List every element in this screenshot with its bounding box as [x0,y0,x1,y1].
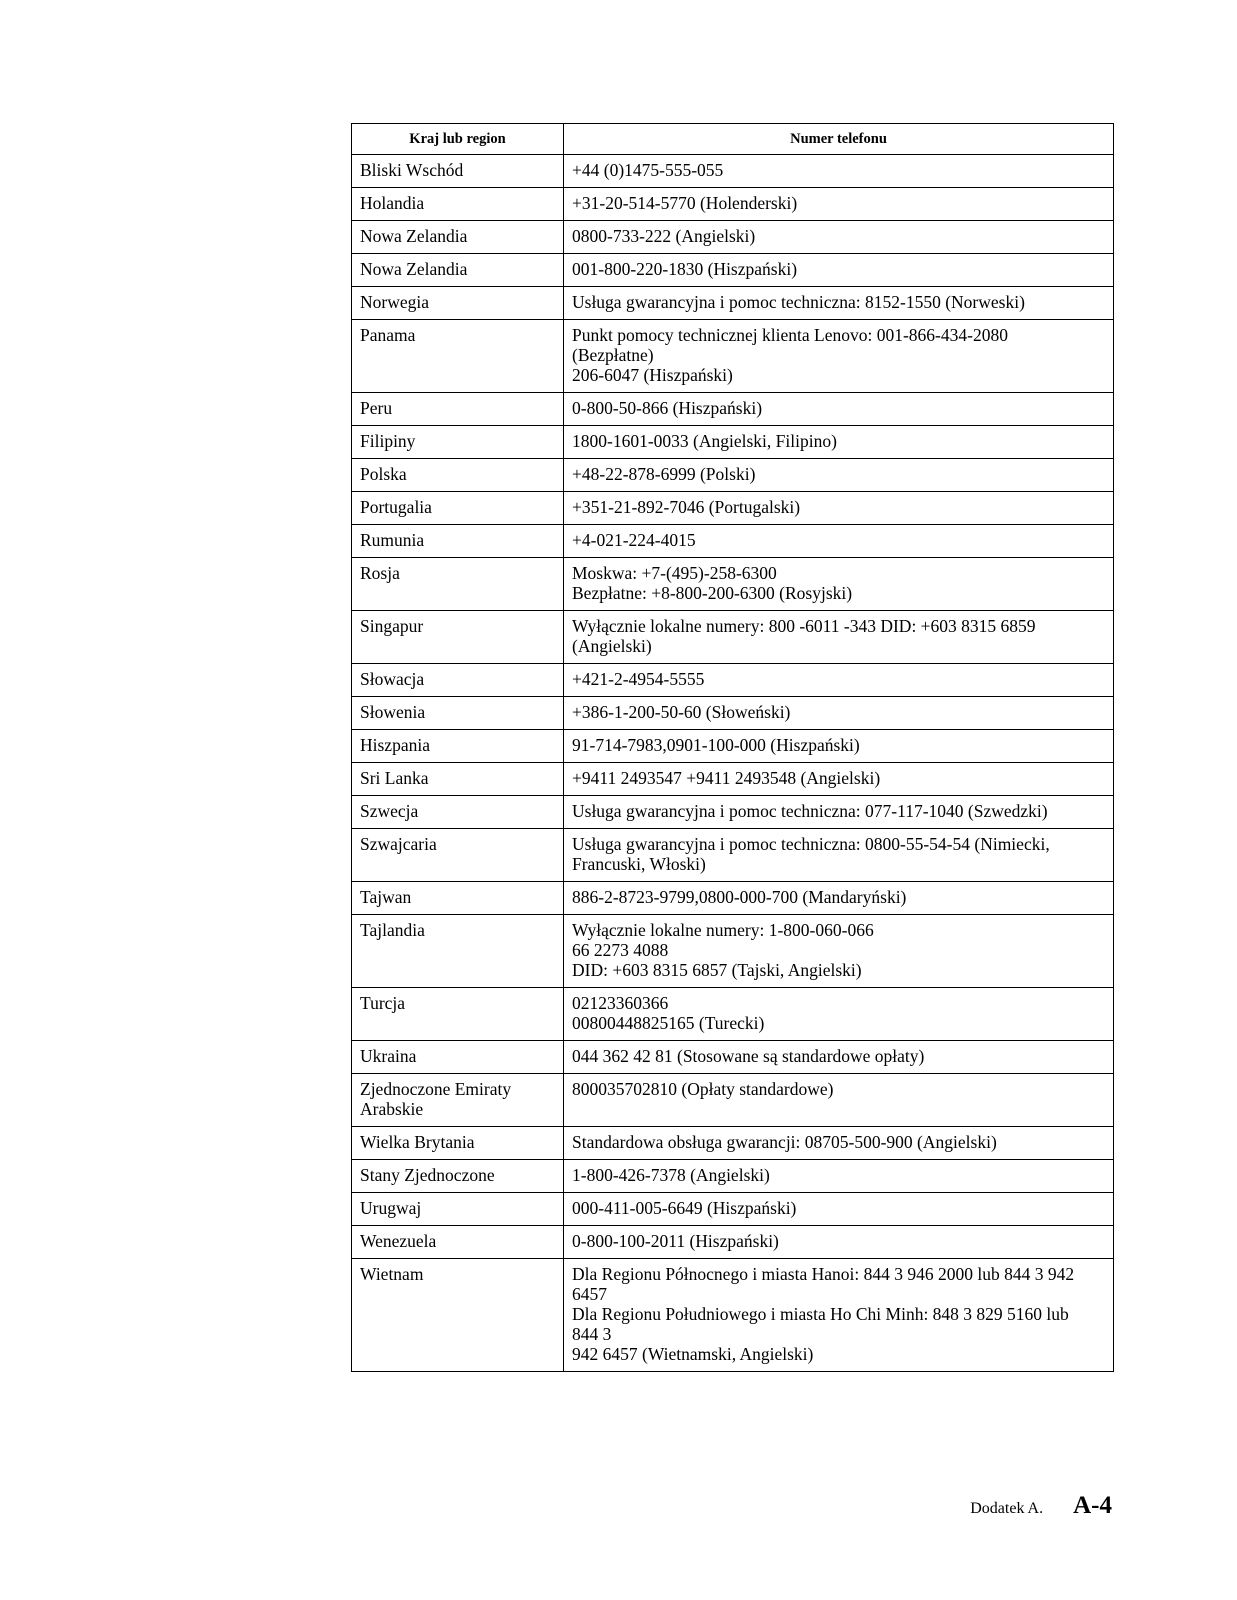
country-cell: Urugwaj [352,1193,564,1226]
country-cell: Peru [352,393,564,426]
table-body [352,155,1114,1372]
country-cell: Słowacja [352,664,564,697]
country-cell: Tajlandia [352,915,564,988]
table-row [352,730,1114,763]
table-row [352,796,1114,829]
table-row [352,664,1114,697]
country-cell: Turcja [352,988,564,1041]
table-row [352,882,1114,915]
phone-cell: 000-411-005-6649 (Hiszpański) [564,1193,1114,1226]
phone-table [351,123,1114,1372]
phone-cell: Dla Regionu Północnego i miasta Hanoi: 844 3 946 2000 lub 844 3 942 6457 Dla Regionu Południowego i miasta Ho Chi Minh: 848 3 829 5160 lub 844 3 942 6457 (Wietnamski, Angielski) [564,1259,1114,1372]
table-row [352,1259,1114,1372]
table-row [352,1041,1114,1074]
header-phone: Numer telefonu [564,124,1114,155]
phone-cell: 800035702810 (Opłaty standardowe) [564,1074,1114,1127]
table-row [352,1127,1114,1160]
country-cell: Norwegia [352,287,564,320]
country-cell: Hiszpania [352,730,564,763]
phone-cell: Wyłącznie lokalne numery: 800 -6011 -343 DID: +603 8315 6859 (Angielski) [564,611,1114,664]
phone-cell: 886-2-8723-9799,0800-000-700 (Mandaryński) [564,882,1114,915]
page-footer [970,1492,1112,1520]
phone-cell: 0-800-100-2011 (Hiszpański) [564,1226,1114,1259]
table-row [352,829,1114,882]
page-number: A-4 [1073,1492,1112,1519]
country-cell: Filipiny [352,426,564,459]
table-row [352,393,1114,426]
phone-cell: Usługa gwarancyjna i pomoc techniczna: 8152-1550 (Norweski) [564,287,1114,320]
phone-cell: 91-714-7983,0901-100-000 (Hiszpański) [564,730,1114,763]
phone-cell: Standardowa obsługa gwarancji: 08705-500-900 (Angielski) [564,1127,1114,1160]
country-cell: Szwajcaria [352,829,564,882]
country-cell: Wenezuela [352,1226,564,1259]
country-cell: Nowa Zelandia [352,254,564,287]
phone-cell: 0800-733-222 (Angielski) [564,221,1114,254]
table-row [352,155,1114,188]
country-cell: Wielka Brytania [352,1127,564,1160]
country-cell: Portugalia [352,492,564,525]
table-row [352,221,1114,254]
phone-cell: 044 362 42 81 (Stosowane są standardowe opłaty) [564,1041,1114,1074]
header-row [352,124,1114,155]
table-row [352,697,1114,730]
phone-cell: 02123360366 00800448825165 (Turecki) [564,988,1114,1041]
footer-section-label: Dodatek A. [970,1500,1044,1517]
country-cell: Rumunia [352,525,564,558]
country-cell: Szwecja [352,796,564,829]
table-row [352,459,1114,492]
phone-cell: Punkt pomocy technicznej klienta Lenovo: 001-866-434-2080 (Bezpłatne) 206-6047 (Hiszpański) [564,320,1114,393]
table-row [352,254,1114,287]
table-row [352,492,1114,525]
table-row [352,1226,1114,1259]
phone-cell: Moskwa: +7-(495)-258-6300 Bezpłatne: +8-800-200-6300 (Rosyjski) [564,558,1114,611]
table-row [352,1074,1114,1127]
phone-cell: +386-1-200-50-60 (Słoweński) [564,697,1114,730]
country-cell: Ukraina [352,1041,564,1074]
country-cell: Słowenia [352,697,564,730]
country-cell: Holandia [352,188,564,221]
phone-cell: 001-800-220-1830 (Hiszpański) [564,254,1114,287]
table-row [352,320,1114,393]
country-cell: Zjednoczone Emiraty Arabskie [352,1074,564,1127]
country-cell: Singapur [352,611,564,664]
phone-cell: 0-800-50-866 (Hiszpański) [564,393,1114,426]
phone-cell: +48-22-878-6999 (Polski) [564,459,1114,492]
phone-cell: +44 (0)1475-555-055 [564,155,1114,188]
table-row [352,558,1114,611]
table-row [352,1160,1114,1193]
header-country: Kraj lub region [352,124,564,155]
table-row [352,188,1114,221]
phone-cell: +351-21-892-7046 (Portugalski) [564,492,1114,525]
country-cell: Bliski Wschód [352,155,564,188]
country-cell: Panama [352,320,564,393]
table-row [352,763,1114,796]
table-row [352,915,1114,988]
table-row [352,1193,1114,1226]
phone-cell: Usługa gwarancyjna i pomoc techniczna: 0800-55-54-54 (Nimiecki, Francuski, Włoski) [564,829,1114,882]
phone-cell: +31-20-514-5770 (Holenderski) [564,188,1114,221]
table-row [352,426,1114,459]
phone-cell: +421-2-4954-5555 [564,664,1114,697]
phone-cell: 1-800-426-7378 (Angielski) [564,1160,1114,1193]
phone-cell: Wyłącznie lokalne numery: 1-800-060-066 66 2273 4088 DID: +603 8315 6857 (Tajski, Angielski) [564,915,1114,988]
table-row [352,525,1114,558]
country-cell: Nowa Zelandia [352,221,564,254]
table-row [352,988,1114,1041]
table-row [352,611,1114,664]
country-cell: Sri Lanka [352,763,564,796]
country-cell: Polska [352,459,564,492]
phone-cell: +9411 2493547 +9411 2493548 (Angielski) [564,763,1114,796]
table-header [352,124,1114,155]
country-cell: Rosja [352,558,564,611]
phone-cell: +4-021-224-4015 [564,525,1114,558]
country-cell: Wietnam [352,1259,564,1372]
phone-cell: 1800-1601-0033 (Angielski, Filipino) [564,426,1114,459]
country-cell: Stany Zjednoczone [352,1160,564,1193]
country-cell: Tajwan [352,882,564,915]
table-row [352,287,1114,320]
phone-cell: Usługa gwarancyjna i pomoc techniczna: 077-117-1040 (Szwedzki) [564,796,1114,829]
